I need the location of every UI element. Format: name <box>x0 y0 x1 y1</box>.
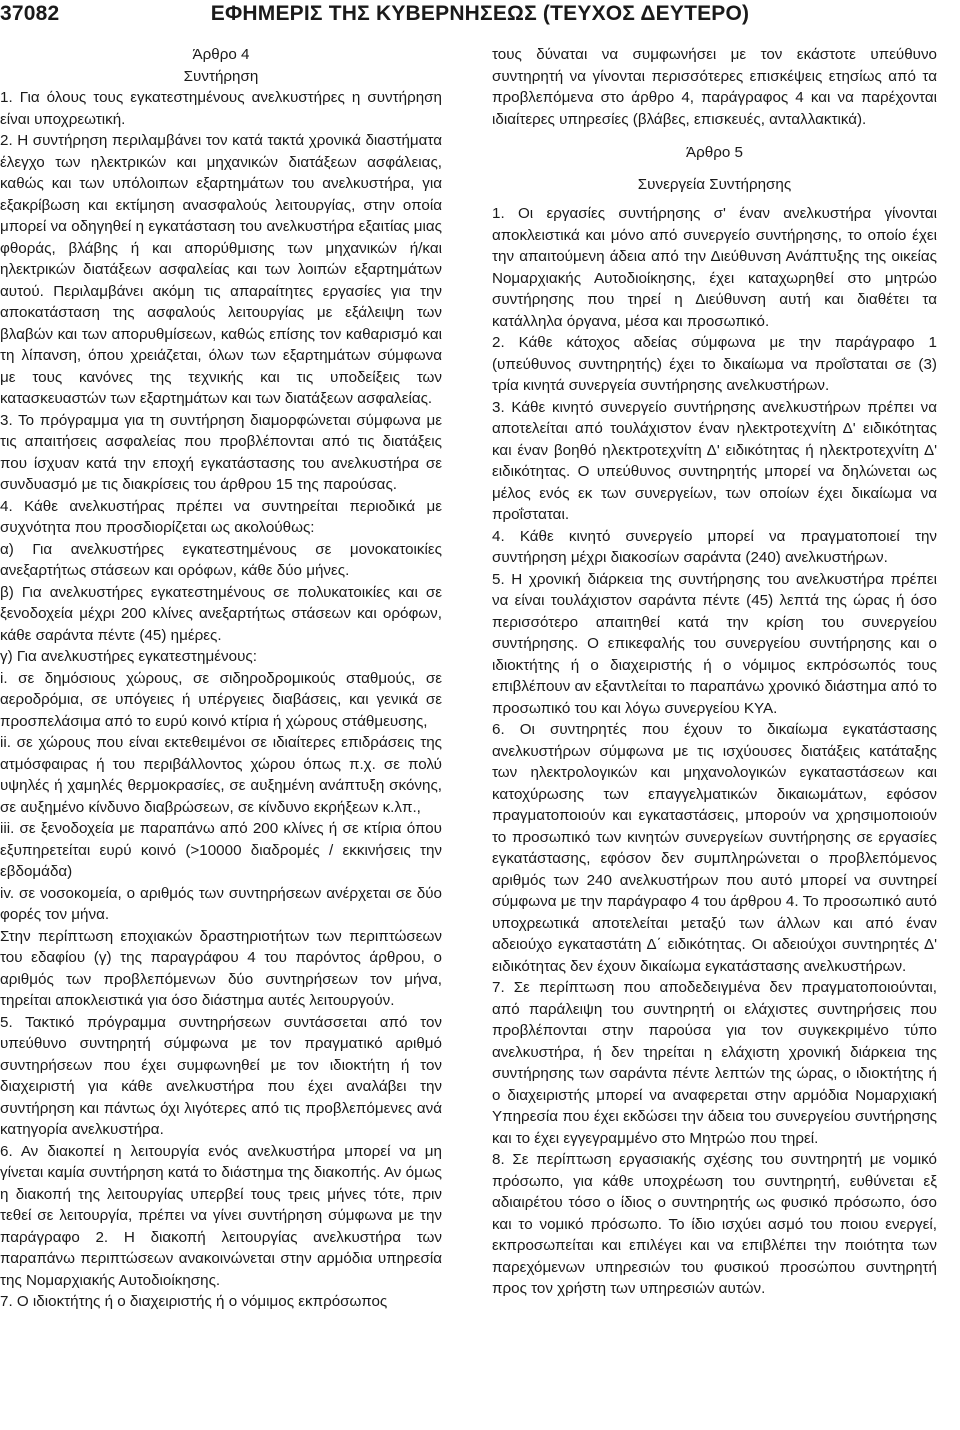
paragraph: 7. Σε περίπτωση που αποδεδειγμένα δεν πραγματοποιούνται, από παράλειψη του συντηρητή οι ελάχιστες συντηρήσεις που προβλέπονται στην παρούσα για τον συγκεκριμένο τύπο ανελκυστήρα, ή δεν τηρείται η ελάχιστη χρονική διάρκεια της συντήρησης των σαράντα πέντε λεπτών της ώρας, ο ιδιοκτήτης ή ο διαχειριστής μπορεί να αναφερεται στην αρμόδια Νομαρχιακή Υπηρεσία που έχει εκδώσει την άδεια του συνεργείου συντήρησης και το έχει εγγεγραμμένο στο Μητρώο που τηρεί. <box>492 979 937 1147</box>
right-column <box>492 44 937 1300</box>
paragraph: 2. Κάθε κάτοχος αδείας σύμφωνα με την παράγραφο 1 (υπεύθυνος συντηρητής) έχει το δικαίωμα να προΐσταται σε (3) τρία κινητά συνεργεία συντήρησης ανελκυστήρων. <box>492 334 937 394</box>
gazette-title: ΕΦΗΜΕΡΙΣ ΤΗΣ ΚΥΒΕΡΝΗΣΕΩΣ (ΤΕΥΧΟΣ ΔΕΥΤΕΡΟ) <box>210 2 750 25</box>
paragraph: 1. Για όλους τους εγκατεστημένους ανελκυστήρες η συντήρηση είναι υποχρεωτική. <box>0 89 442 128</box>
paragraph: 3. Κάθε κινητό συνεργείο συντήρησης ανελκυστήρων πρέπει να αποτελείται από τουλάχιστον έναν ηλεκτροτεχνίτη Δ' ειδικότητας και έναν βοηθό ηλεκτροτεχνίτη Δ' ειδικότητας ή ηλεκτροτεχνίτη Δ' ειδικότητας. Ο υπεύθυνος συντηρητής μπορεί να δηλώνεται ως μέλος ενός εκ των συνεργείων, των οποίων έχει δικαίωμα να προΐσταται. <box>492 398 937 523</box>
paragraph: ii. σε χώρους που είναι εκτεθειμένοι σε ιδιαίτερες επιδράσεις της ατμόσφαιρας ή του περιβάλλοντος χώρου όπως π.χ. σε πολύ υψηλές ή χαμηλές θερμοκρασίες, σε αυξημένη ανάπτυξη σκόνης, σε αυξημένο κίνδυνο διαβρώσεων, σε κίνδυνο εκρήξεων κ.λπ., <box>0 734 442 816</box>
paragraph: 3. Το πρόγραμμα για τη συντήρηση διαμορφώνεται σύμφωνα με τις απαιτήσεις ασφαλείας που προβλέπονται από τις διατάξεις που ίσχυαν κατά την εποχή εγκατάστασης του ανελκυστήρα σε συνδυασμό με τις διακρίσεις του άρθρου 15 της παρούσας. <box>0 411 442 493</box>
article-5-title: Άρθρο 5 <box>686 144 743 161</box>
paragraph: iii. σε ξενοδοχεία με παραπάνω από 200 κλίνες ή σε κτίρια όπου εξυπηρετείται ευρύ κοινό (>10000 διαδρομές / εκκινήσεις την εβδομάδα) <box>0 820 442 880</box>
paragraph: α) Για ανελκυστήρες εγκατεστημένους σε μονοκατοικίες ανεξαρτήτως στάσεων και ορόφων, κάθε δύο μήνες. <box>0 540 442 579</box>
article-4-subtitle: Συντήρηση <box>183 67 259 85</box>
paragraph: 7. Ο ιδιοκτήτης ή ο διαχειριστής ή ο νόμιμος εκπρόσωπος <box>0 1293 388 1310</box>
paragraph: 4. Κάθε ανελκυστήρας πρέπει να συντηρείται περιοδικά με συχνότητα που προσδιορίζεται ως ακολούθως: <box>0 497 442 536</box>
paragraph: β) Για ανελκυστήρες εγκατεστημένους σε πολυκατοικίες και σε ξενοδοχεία μέχρι 200 κλίνες ανεξαρτήτως στάσεων και ορόφων, κάθε σαράντα πέντε (45) ημέρες. <box>0 583 442 644</box>
paragraph: 6. Οι συντηρητές που έχουν το δικαίωμα εγκατάστασης ανελκυστήρων σύμφωνα με τις ισχύουσες διατάξεις κατάταξης των ηλεκτρολογικών και μηχανολογικών εγκαταστάσεων και κατοχύρωσης των επαγγελματικών δικαιωμάτων, εφόσον πραγματοποιούν και εγκαταστάσεις, μπορούν να χρησιμοποιούν το προσωπικό των κινητών συνεργείων συντήρησης σε εργασίες εγκατάστασης, εφόσον δεν συμπληρώνεται ο προβλεπόμενος αριθμός των 240 ανελκυστήρων που αυτό μπορεί να συντηρεί σύμφωνα με την παράγραφο 4 του άρθρου 4. Το προσωπικό αυτό υποχρεωτικά αποτελείται μεταξύ των άλλων και από έναν αδειούχο εγκαταστάτη Δ΄ ειδικότητας. Οι αδειούχοι συντηρητές Δ' ειδικότητας δεν έχουν δικαίωμα εγκατάστασης ανελκυστήρων. <box>492 721 937 975</box>
paragraph: 1. Οι εργασίες συντήρησης σ' έναν ανελκυστήρα γίνονται αποκλειστικά και μόνο από συνεργείο συντήρησης, το οποίο έχει την απαιτούμενη άδεια από την Διεύθυνση Ανάπτυξης της οικείας Νομαρχιακής Αυτοδιοίκησης, έχει καταχωρηθεί στο μητρώο συντήρησης που τηρεί η Διεύθυνση αυτή και διαθέτει τα κατάλληλα όργανα, μέσα και προσωπικό. <box>492 205 937 330</box>
page-header <box>0 0 960 34</box>
paragraph: Στην περίπτωση εποχιακών δραστηριοτήτων των περιπτώσεων του εδαφίου (γ) της παραγράφου 4 του παρόντος άρθρου, ο αριθμός των προβλεπόμενων δύο συντηρήσεων τον μήνα, τηρείται αποκλειστικά για όσο διάστημα αυτές λειτουργούν. <box>0 927 442 1009</box>
paragraph: 4. Κάθε κινητό συνεργείο μπορεί να πραγματοποιεί την συντήρηση μέχρι διακοσίων σαράντα (240) ανελκυστήρων. <box>492 527 937 566</box>
paragraph: γ) Για ανελκυστήρες εγκατεστημένους: <box>0 648 257 665</box>
paragraph: 5. Η χρονική διάρκεια της συντήρησης του ανελκυστήρα πρέπει να είναι τουλάχιστον σαράντα πέντε (45) λεπτά της ώρας ή όσο περισσότερο απαιτηθεί κατά την κρίση του συνεργείου συντήρησης. Ο επικεφαλής του συνεργείου συντήρησης και ο ιδιοκτήτης ή ο διαχειριστής ή ο νόμιμος εκπρόσωπός τους επιβλέπουν αν εξαντλείται το παραπάνω χρονικό διάστημα από το προσωπικό του και λόγω συνεργείου ΚΥΑ. <box>492 570 937 717</box>
paragraph: 5. Τακτικό πρόγραμμα συντηρήσεων συντάσσεται από τον υπεύθυνο συντηρητή σύμφωνα με τον πραγματικό αριθμό συντηρήσεων που έχει συμφωνηθεί με τον ιδιοκτήτη ή τον διαχειριστή για κάθε ανελκυστήρα που έχει αναλάβει την συντήρηση και πάντως όχι λιγότερες από τις προβλεπόμενες ανά κατηγορία ανελκυστήρα. <box>0 1013 442 1138</box>
article-4-title: Άρθρο 4 <box>192 46 250 63</box>
paragraph: i. σε δημόσιους χώρους, σε σιδηροδρομικούς σταθμούς, σε αεροδρόμια, σε υπόγειες ή υπέργειες διαβάσεις, και γενικά σε προσπελάσιμα από το ευρύ κοινό κτίρια ή χώρους στάθμευσης, <box>0 669 442 730</box>
paragraph: iv. σε νοσοκομεία, ο αριθμός των συντηρήσεων ανέρχεται σε δύο φορές τον μήνα. <box>0 884 442 923</box>
left-column <box>0 44 442 1313</box>
paragraph: 8. Σε περίπτωση εργασιακής σχέσης του συντηρητή με νομικό πρόσωπο, για κάθε υποχρέωση του συντηρητή, ευθύνεται εξ αδιαιρέτου τόσο ο ίδιος ο συντηρητής ως φυσικό πρόσωπο, όσο και το νομικό πρόσωπο. Το ίδιο ισχύει ασμό του ποιου ενεργεί, εκπροσωπείται και επιλέγει και να επιβλέπει την ποιότητα των παρεχόμενων υπηρεσιών του φυσικού προσώπου συντηρητή προς τον χρήστη των υπηρεσιών αυτών. <box>492 1151 937 1297</box>
paragraph: 6. Αν διακοπεί η λειτουργία ενός ανελκυστήρα μπορεί να μη γίνεται καμία συντήρηση κατά το διάστημα της διακοπής. Αν όμως η διακοπή της λειτουργίας υπερβεί τους τρεις μήνες τότε, πριν τεθεί σε λειτουργία, πρέπει να γίνει συντήρηση σύμφωνα με την παράγραφο 2. Η διακοπή λειτουργίας ανελκυστήρα των παραπάνω περιπτώσεων ανακοινώνεται στην αρμόδια υπηρεσία της Νομαρχιακής Αυτοδιοίκησης. <box>0 1142 442 1289</box>
continuation-paragraph: τους δύναται να συμφωνήσει με τον εκάστοτε υπεύθυνο συντηρητή να γίνονται περισσότερες επισκέψεις ετησίως από τα προβλεπόμενα στο άρθρο 4, παράγραφος 4 και να παρέχονται ιδιαίτερες υπηρεσίες (βλάβες, επισκευές, ανταλλακτικά). <box>492 46 937 128</box>
page-number: 37082 <box>0 2 60 25</box>
paragraph: 2. Η συντήρηση περιλαμβάνει τον κατά τακτά χρονικά διαστήματα έλεγχο των ηλεκτρικών και μηχανικών διατάξεων ασφάλειας, καθώς και των υπόλοιπων εξαρτημάτων του ανελκυστήρα, για εξακρίβωση και εκτίμηση ανασφαλούς λειτουργίας, στην οποία μπορεί να οδηγηθεί η εγκατάσταση του ανελκυστήρα εξαιτίας μιας φθοράς, βλάβης ή και απορύθμισης των μηχανικών ή/και ηλεκτρικών διατάξεων ασφαλείας και των λοιπών εξαρτημάτων αυτού. Περιλαμβάνει ακόμη τις απαραίτητες εργασίες για την αποκατάσταση της ασφαλούς λειτουργίας με εξάλειψη των βλαβών και των απορυθμίσεων, καθώς επίσης τον καθαρισμό και τη λίπανση, όπου χρειάζεται, όλων των εξαρτημάτων σύμφωνα με τους κανόνες της τεχνικής και τις υποδείξεις των κατασκευαστών των εξαρτημάτων και των διατάξεων ασφαλείας. <box>0 132 442 407</box>
article-5-subtitle: Συνεργεία Συντήρησης <box>637 175 792 193</box>
